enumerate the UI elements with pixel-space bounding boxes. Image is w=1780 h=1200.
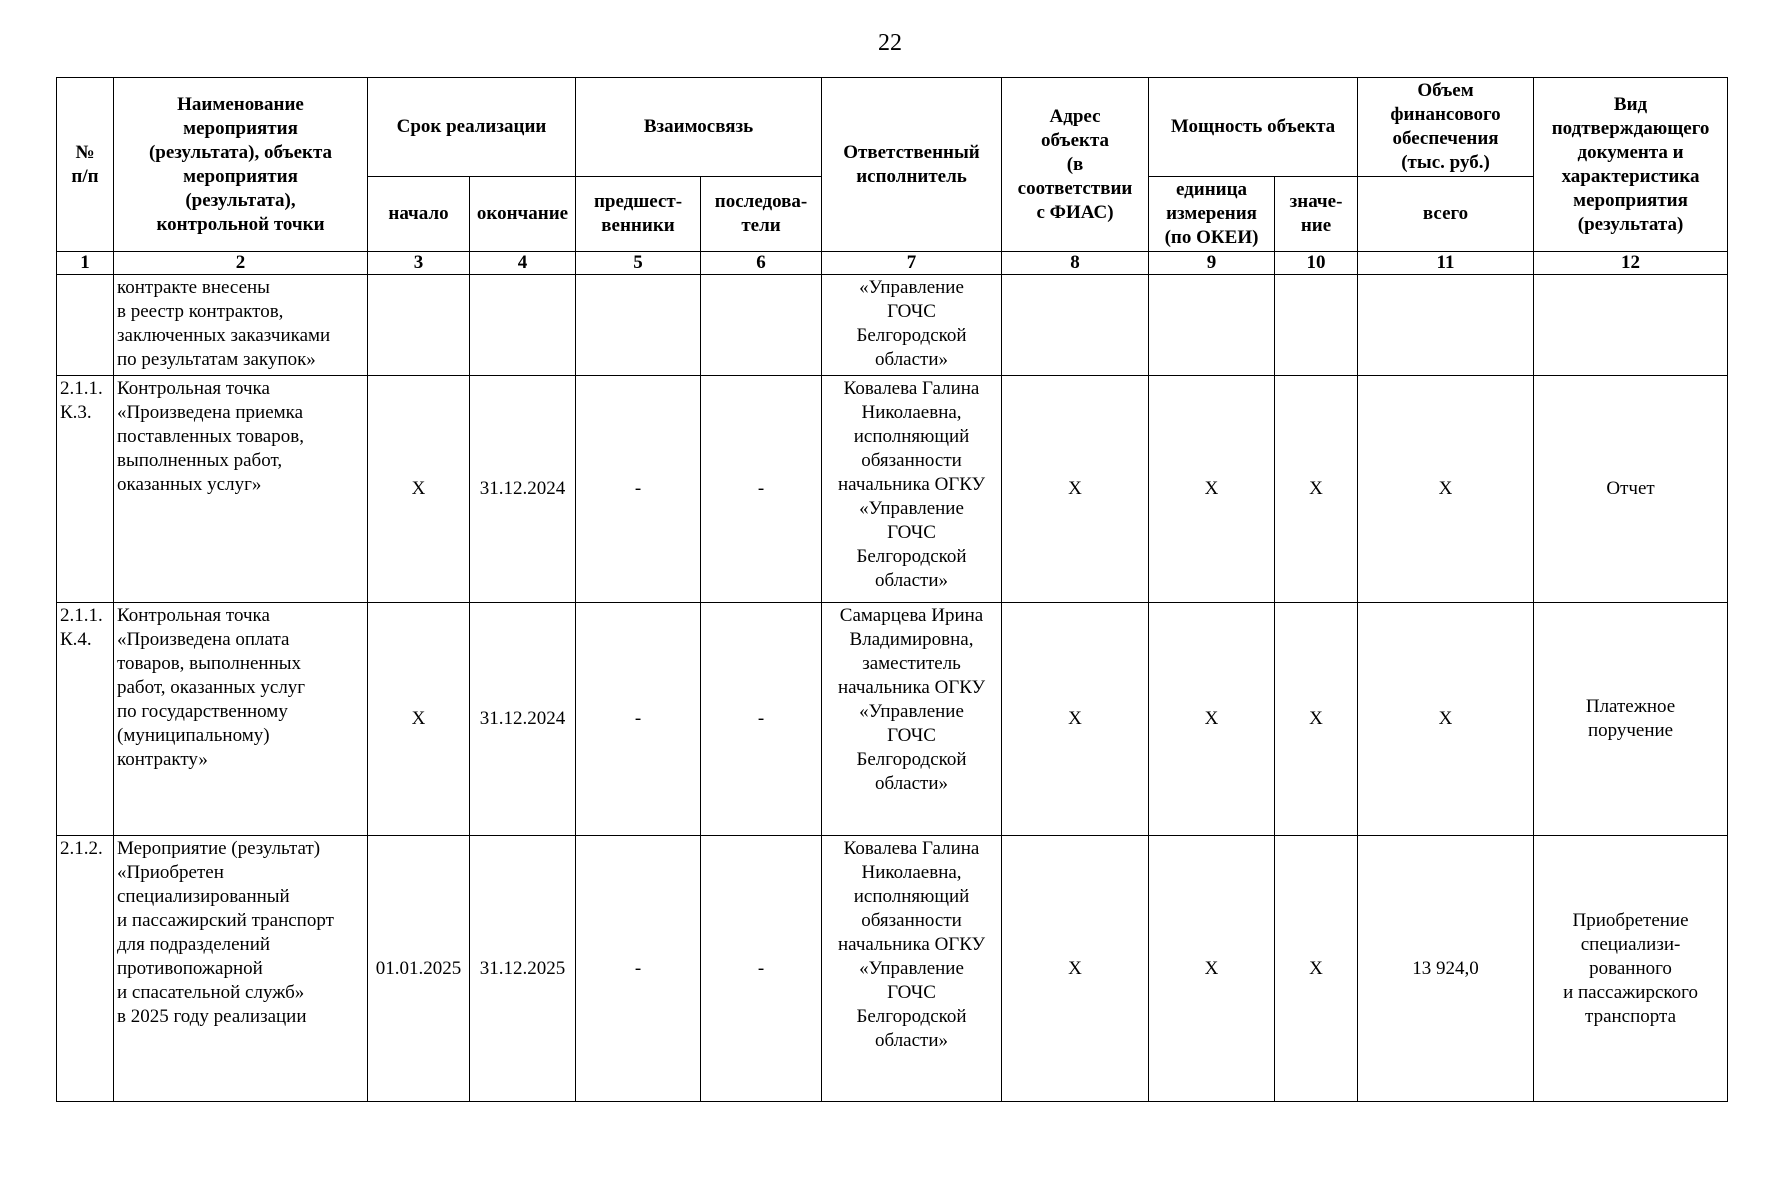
row-address: X [1002,376,1149,603]
header-unit: единица измерения (по ОКЕИ) [1149,177,1275,252]
row-responsible: Ковалева Галина Николаевна, исполняющий обязанности начальника ОГКУ «Управление ГОЧС Белгородской области» [822,376,1002,603]
row-unit [1149,275,1275,376]
row-value: X [1275,836,1358,1102]
column-number: 8 [1002,252,1149,275]
plan-table [56,77,1728,1102]
row-doc: Отчет [1534,376,1728,603]
header-start: начало [368,177,470,252]
header-capacity: Мощность объекта [1149,78,1358,177]
table-row [57,376,1728,603]
row-successors: - [701,603,822,836]
column-number: 7 [822,252,1002,275]
row-successors [701,275,822,376]
column-number: 11 [1358,252,1534,275]
row-successors: - [701,836,822,1102]
column-number: 3 [368,252,470,275]
column-number: 4 [470,252,576,275]
header-end: окончание [470,177,576,252]
header-finance: Объем финансового обеспечения (тыс. руб.) [1358,78,1534,177]
header-link: Взаимосвязь [576,78,822,177]
header-num: № п/п [57,78,114,252]
row-unit: X [1149,603,1275,836]
column-number: 1 [57,252,114,275]
row-start: 01.01.2025 [368,836,470,1102]
table-row [57,603,1728,836]
header-row-1 [57,78,1728,177]
row-unit: X [1149,376,1275,603]
row-number: 2.1.1. К.4. [57,603,114,836]
column-number: 6 [701,252,822,275]
row-name: Контрольная точка «Произведена приемка поставленных товаров, выполненных работ, оказанных услуг» [114,376,368,603]
page-number: 22 [878,30,902,56]
row-end [470,275,576,376]
row-end: 31.12.2024 [470,603,576,836]
column-number: 12 [1534,252,1728,275]
header-value: значе- ние [1275,177,1358,252]
row-address [1002,275,1149,376]
header-successors: последова- тели [701,177,822,252]
header-predecessors: предшест- венники [576,177,701,252]
row-start: X [368,376,470,603]
row-predecessors: - [576,836,701,1102]
row-predecessors: - [576,603,701,836]
row-total: X [1358,603,1534,836]
row-start [368,275,470,376]
row-number [57,275,114,376]
row-unit: X [1149,836,1275,1102]
column-number-row [57,252,1728,275]
row-value [1275,275,1358,376]
row-end: 31.12.2025 [470,836,576,1102]
row-address: X [1002,603,1149,836]
column-number: 5 [576,252,701,275]
column-number: 9 [1149,252,1275,275]
column-number: 2 [114,252,368,275]
row-responsible: Ковалева Галина Николаевна, исполняющий обязанности начальника ОГКУ «Управление ГОЧС Белгородской области» [822,836,1002,1102]
row-name: контракте внесены в реестр контрактов, заключенных заказчиками по результатам закупок» [114,275,368,376]
row-total: 13 924,0 [1358,836,1534,1102]
header-responsible: Ответственный исполнитель [822,78,1002,252]
row-total [1358,275,1534,376]
row-successors: - [701,376,822,603]
row-doc [1534,275,1728,376]
row-value: X [1275,603,1358,836]
row-responsible: «Управление ГОЧС Белгородской области» [822,275,1002,376]
row-doc: Платежное поручение [1534,603,1728,836]
row-responsible: Самарцева Ирина Владимировна, заместитель начальника ОГКУ «Управление ГОЧС Белгородской области» [822,603,1002,836]
row-total: X [1358,376,1534,603]
header-address: Адрес объекта (в соответствии с ФИАС) [1002,78,1149,252]
column-number: 10 [1275,252,1358,275]
row-address: X [1002,836,1149,1102]
table-row [57,275,1728,376]
header-doc: Вид подтверждающего документа и характеристика мероприятия (результата) [1534,78,1728,252]
header-total: всего [1358,177,1534,252]
row-value: X [1275,376,1358,603]
row-number: 2.1.1. К.3. [57,376,114,603]
row-end: 31.12.2024 [470,376,576,603]
table-row [57,836,1728,1102]
row-predecessors [576,275,701,376]
row-start: X [368,603,470,836]
row-number: 2.1.2. [57,836,114,1102]
row-predecessors: - [576,376,701,603]
header-name: Наименование мероприятия (результата), объекта мероприятия (результата), контрольной точки [114,78,368,252]
row-name: Контрольная точка «Произведена оплата товаров, выполненных работ, оказанных услуг по государственному (муниципальному) контракту» [114,603,368,836]
header-period: Срок реализации [368,78,576,177]
row-name: Мероприятие (результат) «Приобретен специализированный и пассажирский транспорт для подразделений противопожарной и спасательной служб» в 2025 году реализации [114,836,368,1102]
row-doc: Приобретение специализи- рованного и пассажирского транспорта [1534,836,1728,1102]
